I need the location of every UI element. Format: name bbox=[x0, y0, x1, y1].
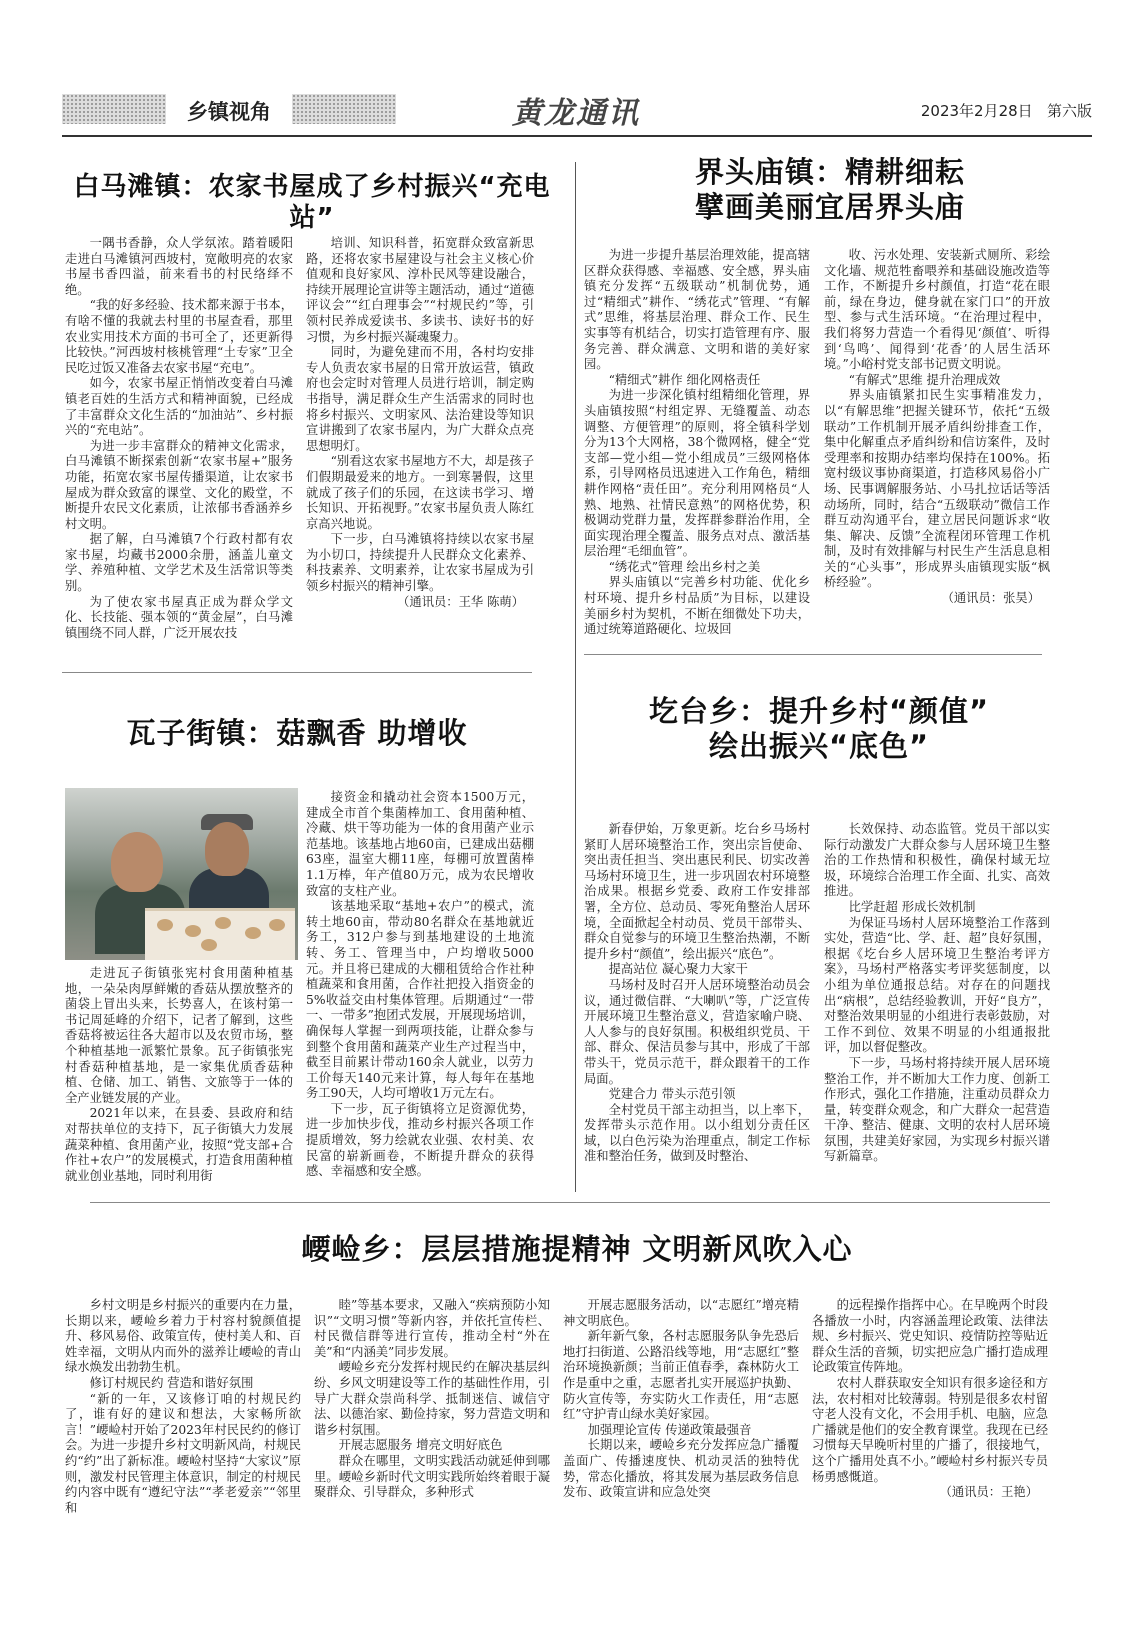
article-title-louxian: 崾崄乡：层层措施提精神 文明新风吹入心 bbox=[301, 1232, 853, 1266]
paragraph: 如今，农家书屋正悄悄改变着白马滩镇老百姓的生活方式和精神面貌，已经成了丰富群众文化生活的“加油站”、乡村振兴的“充电站”。 bbox=[65, 376, 293, 438]
column-divider bbox=[575, 162, 576, 1192]
paragraph: 的远程操作指挥中心。在早晚两个时段各播放一小时，内容涵盖理论政策、法律法规、乡村振兴、党史知识、疫情防控等贴近群众生活的音频，切实把应急广播打造成理论政策宣传阵地。 bbox=[812, 1298, 1048, 1375]
paragraph: 长效保持、动态监管。党员干部以实际行动激发广大群众参与人居环境卫生整治的工作热情和积极性，确保村域无垃圾，环境综合治理工作全面、扎实、高效推进。 bbox=[824, 822, 1050, 899]
date-text: 2023年2月28日 bbox=[920, 102, 1033, 120]
paragraph: 接资金和撬动社会资本1500万元，建成全市首个集菌棒加工、食用菌种植、冷藏、烘干等功能为一体的食用菌产业示范基地。该基地占地60亩，已建成出菇棚63座，温室大棚11座，每棚可放置菌棒1.1万棒，年产值80万元，成为农民增收致富的支柱产业。 bbox=[306, 790, 534, 898]
paragraph: “新的一年，又该修订咱的村规民约了，谁有好的建议和想法，大家畅所欲言！”崾崄村开始了2023年村民民约的修订会。为进一步提升乡村文明新风尚，村规民约“约”出了新标准。崾崄村坚持“大家议”原则，激发村民管理主体意识，制定的村规民约内容中既有“遵纪守法”“孝老爱亲”“邻里和 bbox=[65, 1391, 301, 1515]
paragraph: 下一步，瓦子街镇将立足资源优势，进一步加快步伐，推动乡村振兴各项工作提质增效，努力绘就农业强、农村美、农民富的崭新画卷，不断提升群众的获得感、幸福感和安全感。 bbox=[306, 1101, 534, 1179]
issue-date bbox=[921, 100, 1092, 121]
article-column bbox=[563, 1298, 799, 1501]
paragraph: 为进一步提升基层治理效能，提高辖区群众获得感、幸福感、安全感，界头庙镇充分发挥“五级联动”机制优势，通过“精细式”耕作、“绣花式”管理、“有解式”思维，将基层治理、群众工作、民生实事等有机结合，切实打造管理有序、服务完善、群众满意、文明和谐的美好家园。 bbox=[584, 248, 810, 372]
paragraph: 加强理论宣传 传递政策最强音 bbox=[587, 1422, 752, 1437]
article-column bbox=[314, 1298, 550, 1501]
paragraph: 睦”等基本要求，又融入“疾病预防小知识”“文明习惯”等新内容，并依托宣传栏、村民微信群等进行宣传，推动全村“外在美”和“内涵美”同步发展。 bbox=[314, 1298, 550, 1359]
paragraph: 修订村规民约 营造和谐好氛围 bbox=[89, 1375, 254, 1390]
header-pattern-left bbox=[62, 94, 166, 124]
paragraph: 农村人群获取安全知识有很多途径和方法，农村相对比较薄弱。特别是很多农村留守老人没有文化，不会用手机、电脑，应急广播就是他们的安全教育课堂。我现在已经习惯每天早晚听村里的广播了，很接地气，这个广播用处真不小。”崾崄村乡村振兴专员杨勇感慨道。 bbox=[812, 1375, 1048, 1484]
paragraph: 崾崄乡充分发挥村规民约在解决基层纠纷、乡风文明建设等工作的基础性作用，引导广大群众崇尚科学、抵制迷信、诚信守法、以德治家、勤俭持家，努力营造文明和谐乡村氛围。 bbox=[314, 1360, 550, 1437]
paragraph: 该基地采取“基地+农户”的模式，流转土地60亩，带动80名群众在基地就近务工，312户参与到基地建设的土地流转、务工、管理当中，户均增收5000元。并且将已建成的大棚租赁给合作社种植蔬菜和食用菌，合作社把投入指资金的5%收益交由村集体管理。后期通过“一带一、一带多”抱团式发展，开展现场培训，确保每人掌握一到两项技能，让群众参与到整个食用菌和蔬菜产业生产过程当中，截至目前累计带动160余人就业，以劳力工价每天140元来计算，每人每年在基地务工90天，人均可增收1万元左右。 bbox=[306, 899, 534, 1101]
paragraph: 为保证马场村人居环境整治工作落到实处，营造“比、学、赶、超”良好氛围，根据《圪台乡人居环境卫生整治考评方案》，马场村严格落实考评奖惩制度，以小组为单位通报总结。对存在的问题找出“病根”，总结经验教训，开好“良方”，对整治效果明显的小组进行表彰鼓励，对工作不到位、效果不明显的小组通报批评，加以督促整改。 bbox=[824, 915, 1050, 1055]
header-pattern-right bbox=[292, 94, 396, 124]
reporter-credit: （通讯员：张昊） bbox=[941, 591, 1040, 606]
paragraph: 提高站位 凝心聚力大家干 bbox=[608, 962, 748, 977]
paragraph: 长期以来，崾崄乡充分发挥应急广播覆盖面广、传播速度快、机动灵活的独特优势，常态化播放，将其发展为基层政务信息发布、政策宣讲和应急处突 bbox=[563, 1438, 799, 1500]
article-column bbox=[65, 1298, 301, 1516]
title-line: 圪台乡：提升乡村“颜值” bbox=[648, 694, 990, 728]
header-rule bbox=[62, 135, 1092, 137]
paragraph: 开展志愿服务 增亮文明好底色 bbox=[338, 1438, 503, 1453]
article-column bbox=[584, 248, 810, 638]
paragraph: 全村党员干部主动担当，以上率下，发挥带头示范作用。以小组划分责任区域，以白色污染为治理重点，制定工作标准和整治任务，做到及时整治、 bbox=[584, 1102, 810, 1164]
page-number: 第六版 bbox=[1046, 102, 1092, 120]
article-column bbox=[812, 1298, 1048, 1501]
paragraph: “有解式”思维 提升治理成效 bbox=[848, 372, 1001, 387]
article-divider bbox=[62, 672, 532, 673]
article-column bbox=[65, 966, 293, 1184]
paragraph: 据了解，白马滩镇7个行政村都有农家书屋，均藏书2000余册，涵盖儿童文学、养殖种植、文学艺术及生活常识等类别。 bbox=[65, 532, 293, 594]
paragraph: 为进一步深化镇村组精细化管理，界头庙镇按照“村组定界、无缝覆盖、动态调整、方便管理”的原则，将全镇科学划分为13个大网格，38个微网格，健全“党支部—党小组—党小组成员”三级网格体系，引导网格员迅速进入工作角色，精细耕作网格“责任田”。充分利用网格员“人熟、地熟、社情民意熟”的网格优势，积极调动党群力量，发挥群参群治作用，全面实现治理全覆盖、服务点对点、激活基层治理“毛细血管”。 bbox=[584, 388, 810, 559]
paragraph: 群众在哪里，文明实践活动就延伸到哪里。崾崄乡新时代文明实践所始终着眼于凝聚群众、引导群众，多种形式 bbox=[314, 1453, 550, 1500]
article-column bbox=[584, 822, 810, 1165]
article-column bbox=[65, 236, 293, 641]
title-line: 绘出振兴“底色” bbox=[708, 728, 930, 763]
paragraph: 走进瓦子街镇张宪村食用菌种植基地，一朵朵肉厚鲜嫩的香菇从摆放整齐的菌袋上冒出头来，长势喜人，在该村第一书记周延峰的介绍下，记者了解到，这些香菇将被运往各大超市以及农贸市场，整个种植基地一派繁忙景象。瓦子街镇张宪村香菇种植基地，是一家集优质香菇种植、仓储、加工、销售、文旅等于一体的全产业链发展的产业。 bbox=[65, 966, 293, 1105]
reporter-credit: （通讯员：王华 陈萌） bbox=[397, 594, 524, 609]
article-column bbox=[306, 236, 534, 610]
paragraph: 为了使农家书屋真正成为群众学文化、长技能、强本领的“黄金屋”，白马滩镇围绕不同人群，广泛开展农技 bbox=[65, 594, 293, 640]
paragraph: 下一步，白马滩镇将持续以农家书屋为小切口，持续提升人民群众文化素养、科技素养、文明素养，让农家书屋成为引领乡村振兴的精神引擎。 bbox=[306, 532, 534, 594]
paragraph: 新春伊始，万象更新。圪台乡马场村紧盯人居环境整治工作，突出宗旨使命、突出责任担当、突出惠民利民、切实改善马场村环境卫生，进一步巩固农村环境整治成果。根据乡党委、政府工作安排部署，全方位、总动员、零死角整治人居环境，全面掀起全村动员、党员干部带头、群众自觉参与的环境卫生整治热潮，不断提升乡村“颜值”，绘出振兴“底色”。 bbox=[584, 822, 810, 961]
article-column bbox=[306, 790, 534, 1180]
paragraph: 为进一步丰富群众的精神文化需求，白马滩镇不断探索创新“农家书屋+”服务功能，拓宽农家书屋传播渠道，让农家书屋成为群众致富的课堂、文化的殿堂，不断提升农民文化素质，让浓郁书香涵养乡村文明。 bbox=[65, 438, 293, 531]
paragraph: 同时，为避免建而不用，各村均安排专人负责农家书屋的日常开放运营，镇政府也会定时对管理人员进行培训，制定购书指导，满足群众生产生活需求的同时也将乡村振兴、文明家风、法治建设等知识宣讲搬到了农家书屋内，为广大群众点亮思想明灯。 bbox=[306, 345, 534, 453]
paragraph: 培训、知识科普，拓宽群众致富新思路，还将农家书屋建设与社会主义核心价值观和良好家风、淳朴民风等建设融合，持续开展理论宣讲等主题活动，通过“道德评议会”“红白理事会”“村规民约”等，引领村民养成爱读书、多读书、读好书的好习惯，为乡村振兴凝魂聚力。 bbox=[306, 236, 534, 344]
article-column bbox=[824, 822, 1050, 1165]
paragraph: “精细式”耕作 细化网格责任 bbox=[608, 372, 761, 387]
paragraph: 界头庙镇以“完善乡村功能、优化乡村环境、提升乡村品质”为目标，以建设美丽乡村为契机，不断在细微处下功夫，通过统筹道路硬化、垃圾回 bbox=[584, 575, 810, 637]
paragraph: “别看这农家书屋地方不大，却是孩子们假期最爱来的地方。一到寒暑假，这里就成了孩子们的乐园，在这读书学习、增长知识、开拓视野。”农家书屋负责人陈红京高兴地说。 bbox=[306, 454, 534, 531]
masthead-logo: 黄龙通讯 bbox=[512, 96, 640, 131]
article-divider bbox=[90, 1202, 1050, 1203]
paragraph: 乡村文明是乡村振兴的重要内在力量，长期以来，崾崄乡着力于村容村貌颜值提升、移风易俗、政策宣传，使村美人和、百姓幸福，文明从内而外的滋养让崾崄的青山绿水焕发出勃勃生机。 bbox=[65, 1298, 301, 1375]
article-title-baimatan: 白马滩镇：农家书屋成了乡村振兴“充电站” bbox=[73, 172, 551, 234]
article-title-jietoumiao bbox=[590, 155, 1070, 225]
paragraph: 开展志愿服务活动，以“志愿红”增亮精神文明底色。 bbox=[563, 1298, 799, 1328]
paragraph: “我的好多经验、技术都来源于书本，有啥不懂的我就去村里的书屋查看，那里农业实用技术方面的书可全了，还更新得比较快。”河西坡村核桃管理“土专家”卫全民吃过饭又准备去农家书屋“充电”。 bbox=[65, 298, 293, 375]
paragraph: 党建合力 带头示范引领 bbox=[608, 1087, 736, 1102]
title-line: 擘画美丽宜居界头庙 bbox=[694, 189, 965, 224]
paragraph: 马场村及时召开人居环境整治动员会议，通过微信群、“大喇叭”等，广泛宣传开展环境卫生整治意义，营造家喻户晓、人人参与的良好氛围。积极组织党员、干部、群众、保洁员参与其中，形成了干部带头干，党员示范干，群众跟着干的工作局面。 bbox=[584, 977, 810, 1086]
page-header bbox=[62, 90, 1092, 130]
paragraph: 下一步，马场村将持续开展人居环境整治工作，并不断加大工作力度、创新工作形式，强化工作措施，注重动员群众力量，转变群众观念，和广大群众一起营造干净、整洁、健康、文明的农村人居环境氛围，共建美好家园，为实现乡村振兴谱写新篇章。 bbox=[824, 1055, 1050, 1164]
article-column bbox=[824, 248, 1050, 607]
reporter-credit: （通讯员：王艳） bbox=[939, 1485, 1038, 1500]
article-title-geitai bbox=[584, 694, 1054, 764]
paragraph: 一隅书香静，众人学氛浓。踏着暖阳走进白马滩镇河西坡村，宽敞明亮的农家书屋书香四溢，前来看书的村民络绎不绝。 bbox=[65, 236, 293, 297]
paragraph: 比学赶超 形成长效机制 bbox=[848, 899, 976, 914]
section-name: 乡镇视角 bbox=[187, 100, 271, 124]
paragraph: “绣花式”管理 绘出乡村之美 bbox=[608, 559, 761, 574]
mushroom-farm-photo bbox=[65, 788, 298, 960]
paragraph: 界头庙镇紧扣民生实事精准发力，以“有解思维”把握关键环节，依托“五级联动”工作机制开展矛盾纠纷排查工作，集中化解重点矛盾纠纷和信访案件，及时受理率和按期办结率均保持在100%。拓宽村级议事协商渠道，打造移风易俗小广场、民事调解服务站、小马扎拉话话等活动场所，同时，结合“五级联动”微信工作群互动沟通平台，建立居民问题诉求“收集、解决、反馈”全流程闭环管理工作机制，及时有效排解与村民生产生活息息相关的“心头事”，形成界头庙镇现实版“枫桥经验”。 bbox=[824, 388, 1050, 590]
paragraph: 2021年以来，在县委、县政府和结对帮扶单位的支持下，瓦子街镇大力发展蔬菜种植、食用菌产业，按照“党支部+合作社+农户”的发展模式，打造食用菌种植就业创业基地，同时利用街 bbox=[65, 1106, 293, 1183]
paragraph: 收、污水处理、安装新式厕所、彩绘文化墙、规范牲畜喂养和基础设施改造等工作，不断提升乡村颜值，打造“花在眼前，绿在身边，健身就在家门口”的开放型、参与式生活环境。“在治理过程中，我们将努力营造一个看得见‘颜值’、听得到‘鸟鸣’、闻得到‘花香’的人居生活环境。”小峪村党支部书记贾文明说。 bbox=[824, 248, 1050, 372]
article-title-wazijie: 瓦子街镇：菇飘香 助增收 bbox=[126, 716, 468, 750]
article-divider bbox=[584, 654, 1042, 655]
title-line: 界头庙镇：精耕细耘 bbox=[694, 155, 965, 189]
paragraph: 新年新气象，各村志愿服务队争先恐后地打扫街道、公路沿线等地，用“志愿红”整治环境换新颜；当前正值春季，森林防火工作是重中之重，志愿者扎实开展巡护执勤、防火宣传等，夯实防火工作责任，用“志愿红”守护青山绿水美好家园。 bbox=[563, 1329, 799, 1422]
